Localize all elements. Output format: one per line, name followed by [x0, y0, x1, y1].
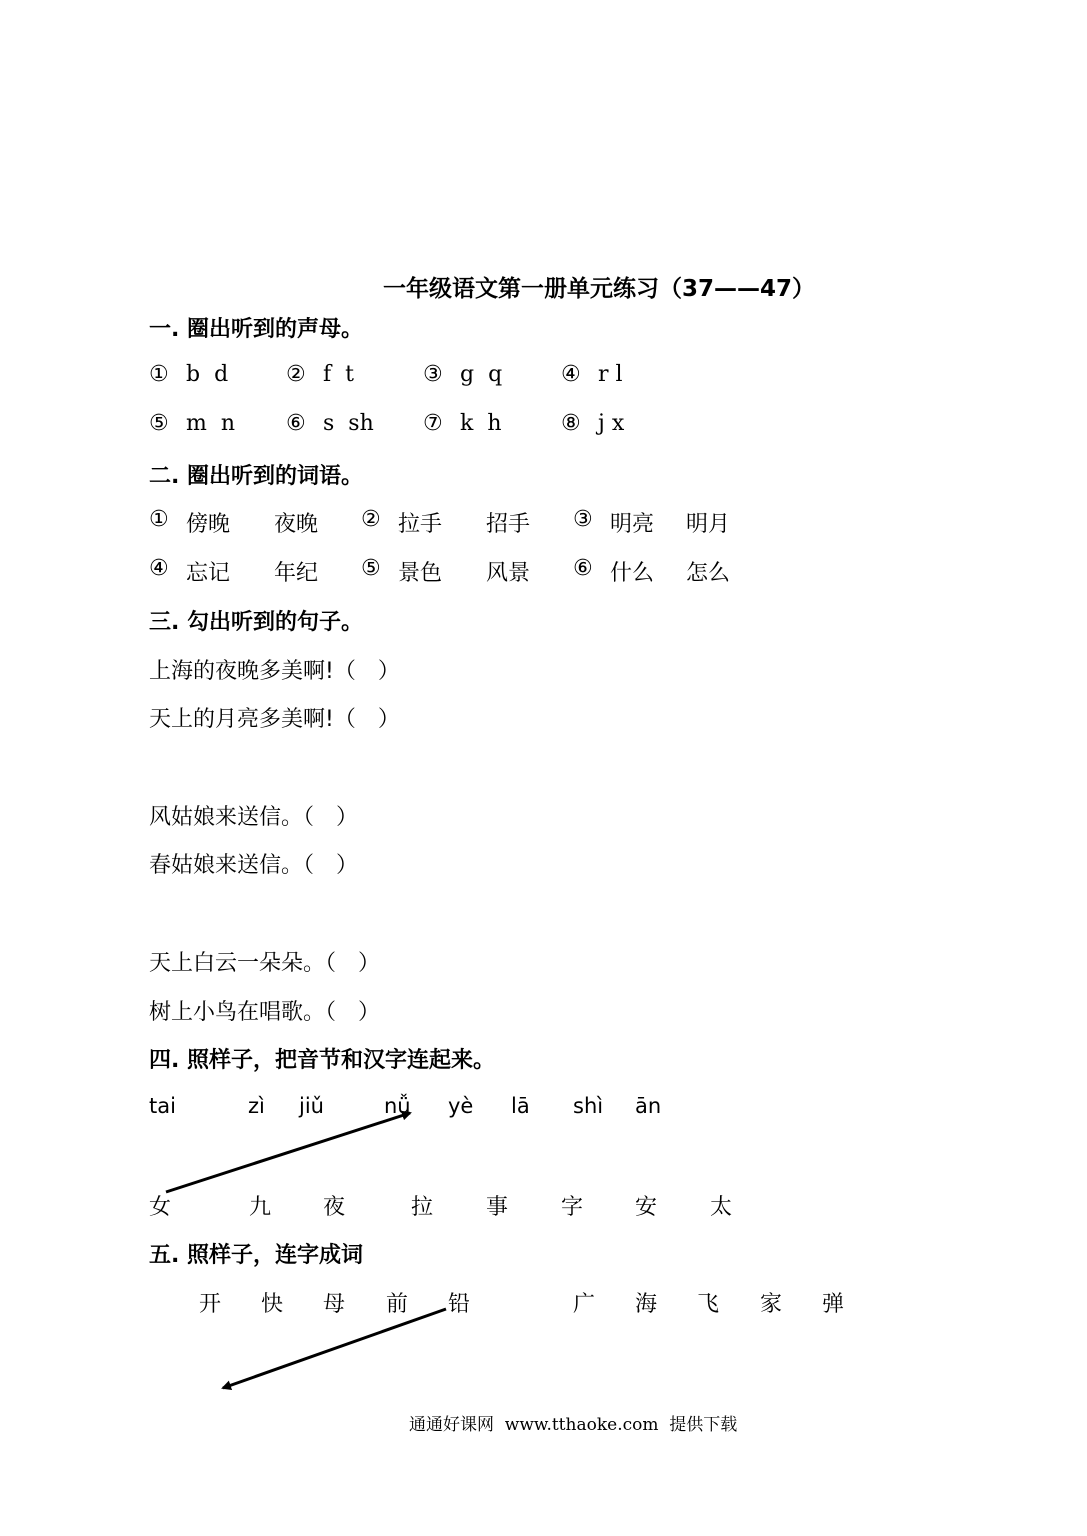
- hanzi-char: 安: [635, 1195, 658, 1220]
- word-option: 明月: [686, 512, 731, 537]
- item-number: ①: [149, 362, 169, 387]
- word-option: 风景: [486, 561, 531, 586]
- initial-pair: j x: [598, 411, 625, 436]
- word-char: 弹: [822, 1292, 845, 1317]
- hanzi-char: 拉: [411, 1195, 434, 1220]
- example-arrow-section-4: [166, 1113, 410, 1192]
- pinyin-syllable: yè: [448, 1094, 474, 1118]
- word-char: 飞: [697, 1292, 720, 1317]
- item-number: ⑧: [561, 411, 581, 436]
- word-option: 什么: [610, 561, 655, 586]
- pinyin-syllable: zì: [248, 1094, 265, 1118]
- word-option: 傍晚: [186, 512, 231, 537]
- item-number: ④: [561, 362, 581, 387]
- word-char: 前: [386, 1292, 409, 1317]
- pinyin-syllable: tai: [149, 1094, 176, 1118]
- word-option: 招手: [486, 512, 531, 537]
- pinyin-syllable: jiǔ: [299, 1094, 324, 1118]
- section-5-heading: 五. 照样子，连字成词: [149, 1243, 364, 1268]
- word-char: 铅: [448, 1292, 471, 1317]
- word-option: 忘记: [186, 561, 231, 586]
- word-option: 年纪: [274, 561, 319, 586]
- word-char: 家: [760, 1292, 783, 1317]
- item-number: ⑤: [149, 411, 169, 436]
- word-option: 怎么: [686, 561, 731, 586]
- item-number: ②: [361, 507, 381, 532]
- initial-pair: m n: [186, 411, 236, 436]
- sentence-option: 风姑娘来送信。（ ）: [149, 805, 359, 830]
- item-number: ⑦: [423, 411, 443, 436]
- pinyin-syllable: shì: [573, 1094, 604, 1118]
- section-3-heading: 三. 勾出听到的句子。: [149, 610, 364, 635]
- section-2-heading: 二. 圈出听到的词语。: [149, 464, 364, 489]
- word-char: 海: [635, 1292, 658, 1317]
- sentence-option: 天上的月亮多美啊!（ ）: [149, 707, 400, 732]
- word-char: 广: [573, 1292, 596, 1317]
- word-option: 景色: [398, 561, 443, 586]
- initial-pair: f t: [323, 362, 354, 387]
- section-1-heading: 一. 圈出听到的声母。: [149, 317, 364, 342]
- section-4-heading: 四. 照样子，把音节和汉字连起来。: [149, 1048, 496, 1073]
- word-char: 母: [323, 1292, 346, 1317]
- item-number: ①: [149, 507, 169, 532]
- footer-credit: 通通好课网 www.tthaoke.com 提供下载: [409, 1415, 738, 1435]
- initial-pair: r l: [598, 362, 623, 387]
- sentence-option: 天上白云一朵朵。（ ）: [149, 951, 381, 976]
- sentence-option: 春姑娘来送信。（ ）: [149, 853, 359, 878]
- item-number: ⑥: [286, 411, 306, 436]
- sentence-option: 树上小鸟在唱歌。（ ）: [149, 1000, 381, 1025]
- pinyin-syllable: lā: [511, 1094, 530, 1118]
- initial-pair: g q: [460, 362, 503, 387]
- item-number: ③: [573, 507, 593, 532]
- hanzi-char: 太: [710, 1195, 733, 1220]
- hanzi-char: 字: [561, 1195, 584, 1220]
- word-option: 拉手: [398, 512, 443, 537]
- pinyin-syllable: nǚ: [384, 1094, 411, 1118]
- initial-pair: s sh: [323, 411, 374, 436]
- item-number: ⑥: [573, 556, 593, 581]
- page-title: 一年级语文第一册单元练习（37——47）: [383, 276, 816, 302]
- hanzi-char: 事: [486, 1195, 509, 1220]
- word-option: 夜晚: [274, 512, 319, 537]
- hanzi-char: 九: [249, 1195, 272, 1220]
- word-option: 明亮: [610, 512, 655, 537]
- item-number: ⑤: [361, 556, 381, 581]
- item-number: ④: [149, 556, 169, 581]
- initial-pair: k h: [460, 411, 502, 436]
- item-number: ③: [423, 362, 443, 387]
- initial-pair: b d: [186, 362, 229, 387]
- hanzi-char: 夜: [323, 1195, 346, 1220]
- word-char: 快: [261, 1292, 284, 1317]
- pinyin-syllable: ān: [635, 1094, 662, 1118]
- sentence-option: 上海的夜晚多美啊!（ ）: [149, 659, 400, 684]
- hanzi-char: 女: [149, 1195, 172, 1220]
- word-char: 开: [199, 1292, 222, 1317]
- example-arrow-section-5: [223, 1309, 446, 1388]
- item-number: ②: [286, 362, 306, 387]
